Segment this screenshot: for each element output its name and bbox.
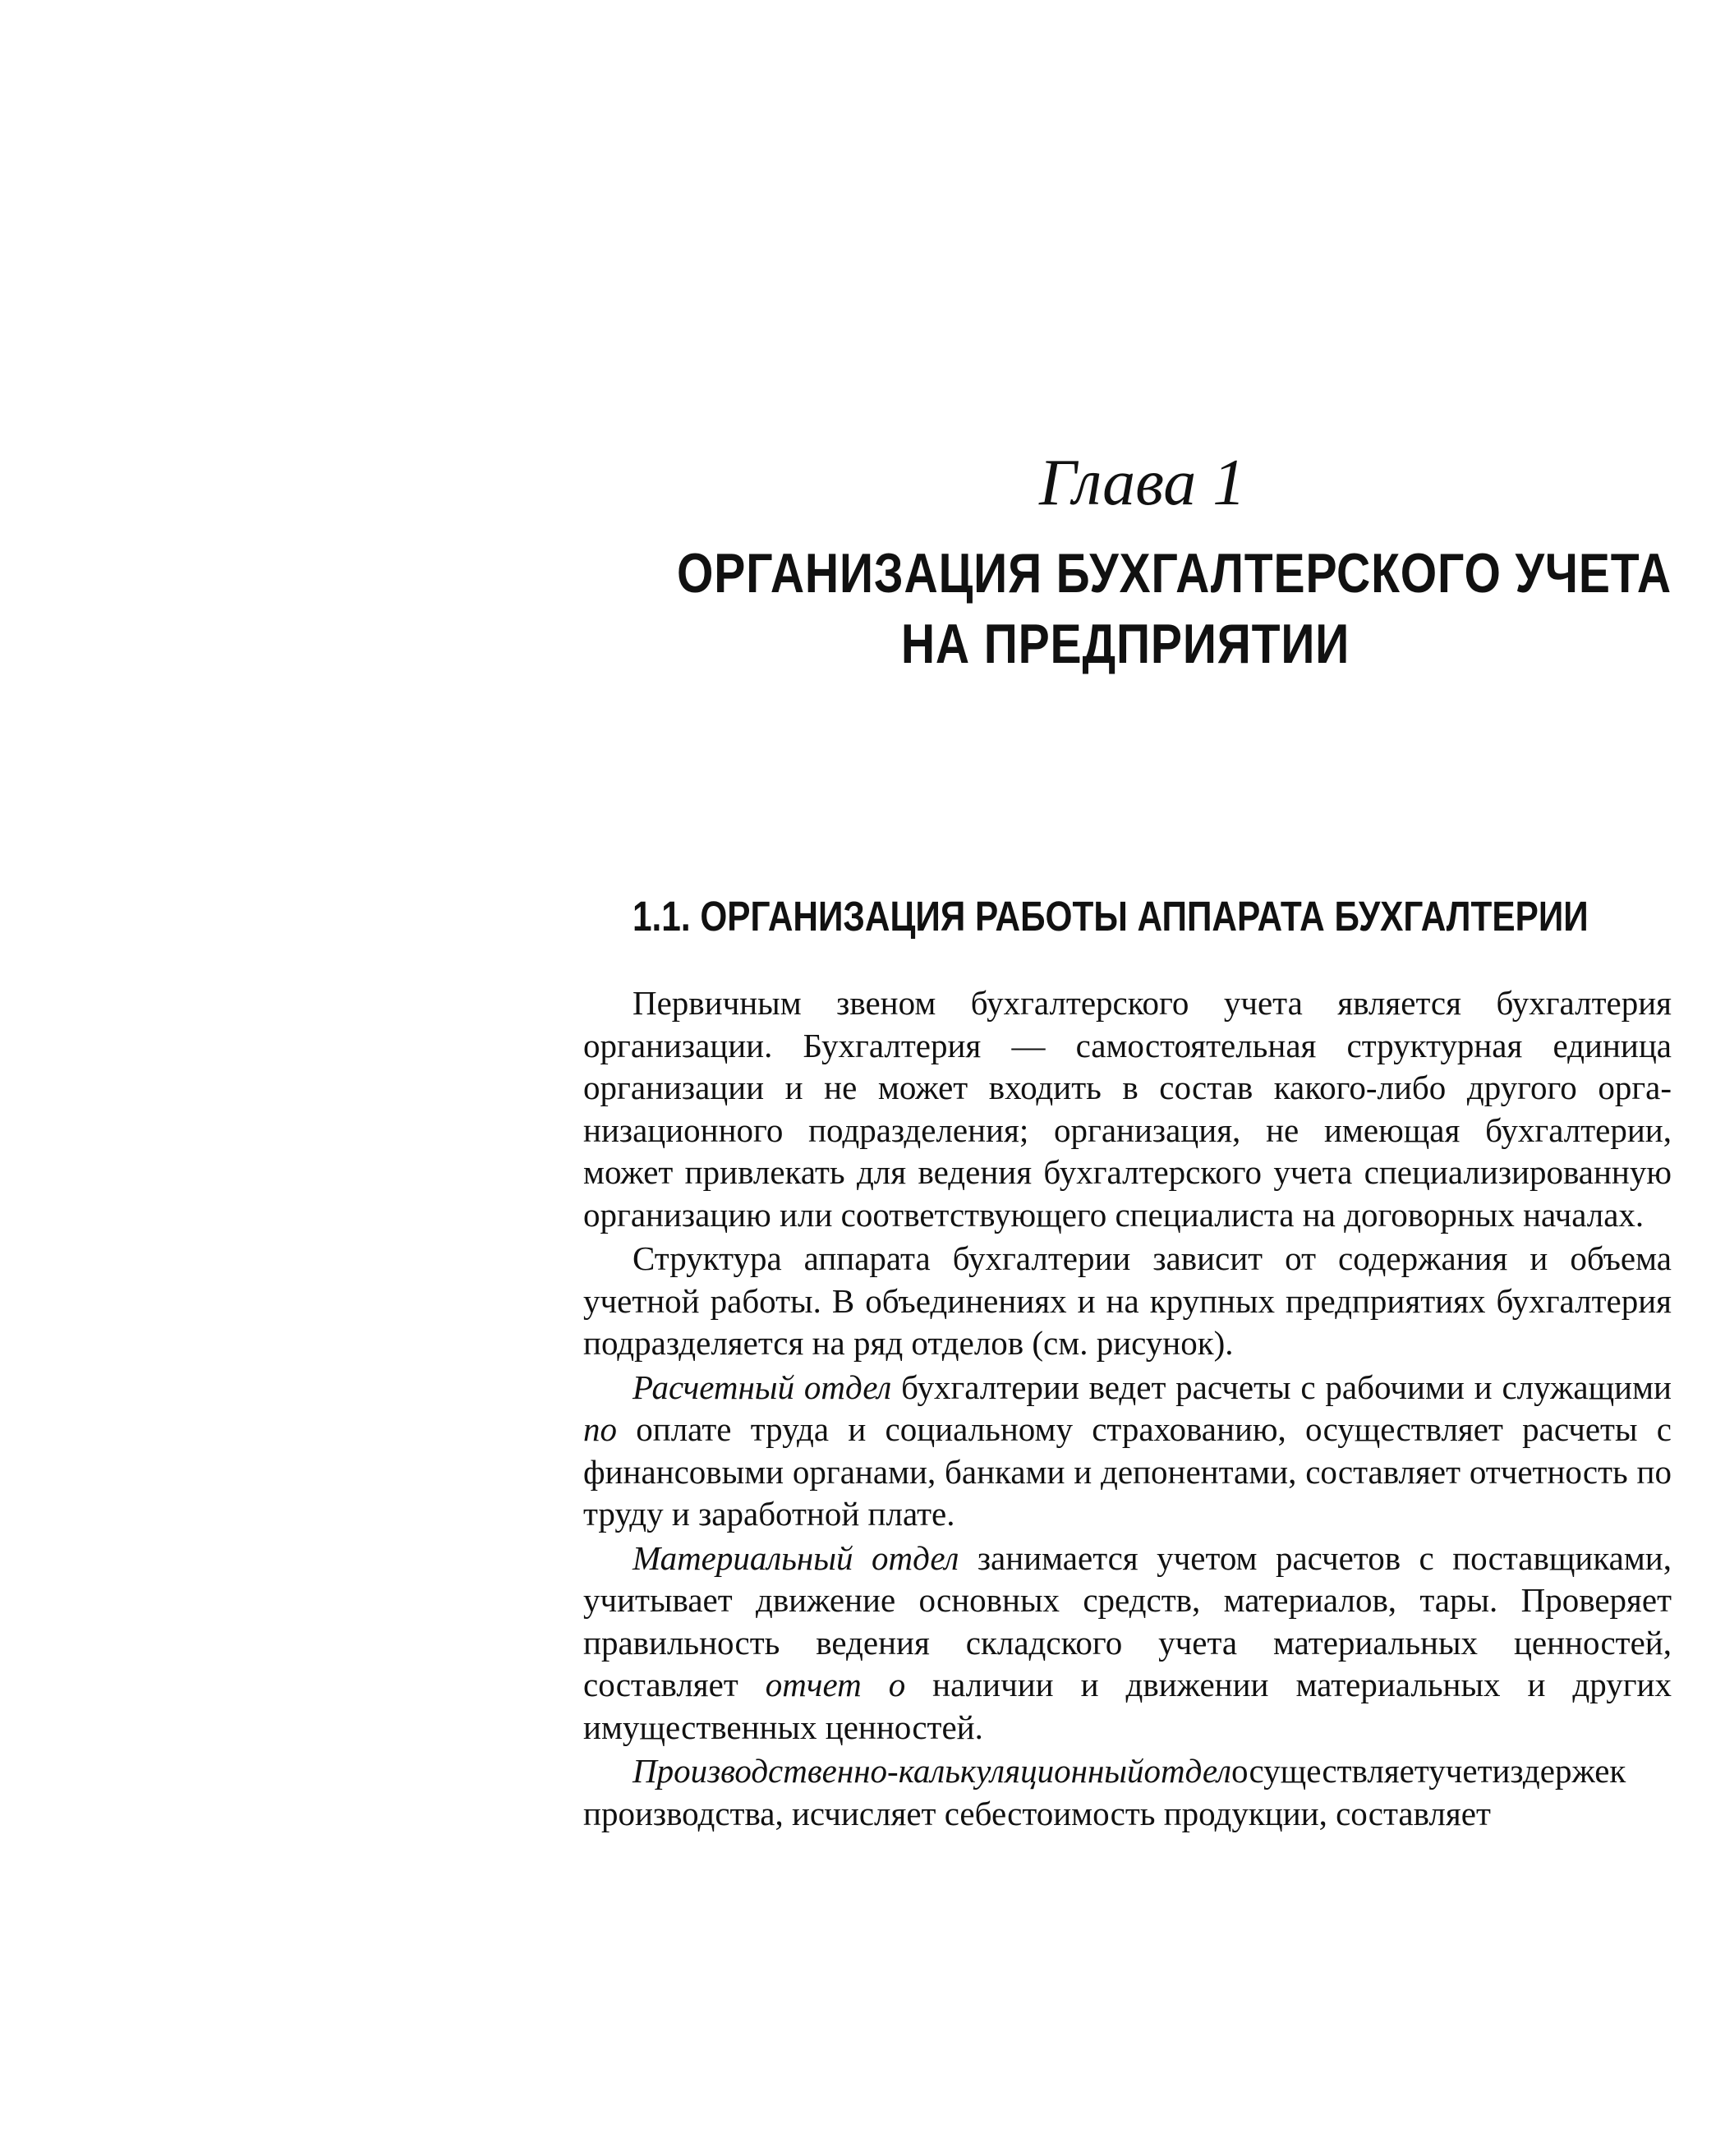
chapter-title xyxy=(677,538,1672,679)
chapter-title-line-1: ОРГАНИЗАЦИЯ БУХГАЛТЕРСКОГО УЧЕТА xyxy=(677,542,1672,605)
paragraph-4-text-a: занимается учетом расчетов с поставщиками, учитывает движение основных средств, материалов, тары. Проверяет правильность ведения складского учета материальных ценностей, составляет xyxy=(583,1538,1672,1703)
term-settlement-department: Расчетный отдел xyxy=(632,1368,892,1406)
section-title: 1.1. ОРГАНИЗАЦИЯ РАБОТЫ АППАРАТА БУХГАЛТЕРИИ xyxy=(632,893,1589,940)
paragraph-3 xyxy=(583,1367,1672,1536)
paragraph-3-text-a: бухгалтерии ведет расчеты с рабочими и служащими xyxy=(891,1368,1672,1406)
paragraph-4 xyxy=(583,1538,1672,1749)
chapter-label: Глава 1 xyxy=(1039,447,1246,519)
paragraph-4-text-b: наличии и движении материальных и других имущественных ценностей. xyxy=(583,1666,1672,1746)
body-text xyxy=(583,982,1672,1837)
chapter-title-line-2: НА ПРЕДПРИЯТИИ xyxy=(900,613,1350,675)
term-production-costing-department: Производственно-калькуляционныйотдел xyxy=(632,1752,1231,1790)
paragraph-5-text-a: осуществляетучетиздержек производства, исчисляет себестоимость продукции, составляет xyxy=(583,1752,1626,1832)
paragraph-1: Первичным звеном бухгалтерского учета является бухгалтерия организации. Бухгалтерия — самостоятельная структурная единица организации и не может входить в состав какого-либо другого организационного подразделения; организация, не имеющая бухгалтерии, может привлекать для ведения бухгалтерского учета специализированную организацию или соответствующего специалиста на договорных началах. xyxy=(583,984,1672,1234)
paragraph-3-text-b: оплате труда и социальному страхованию, осуществляет расчеты с финансовыми органами, банками и депонентами, составляет отчетность по труду и заработной плате. xyxy=(583,1410,1672,1533)
paragraph-4-emphasis: отчет о xyxy=(765,1666,906,1703)
paragraph-5 xyxy=(583,1750,1672,1835)
paragraph-2: Структура аппарата бухгалтерии зависит от содержания и объема учетной работы. В объединениях и на крупных предприятиях бухгалтерия подразделяется на ряд отделов (см. рисунок). xyxy=(583,1239,1672,1362)
paragraph-3-emphasis: по xyxy=(583,1410,617,1448)
term-material-department: Материальный отдел xyxy=(632,1538,959,1577)
